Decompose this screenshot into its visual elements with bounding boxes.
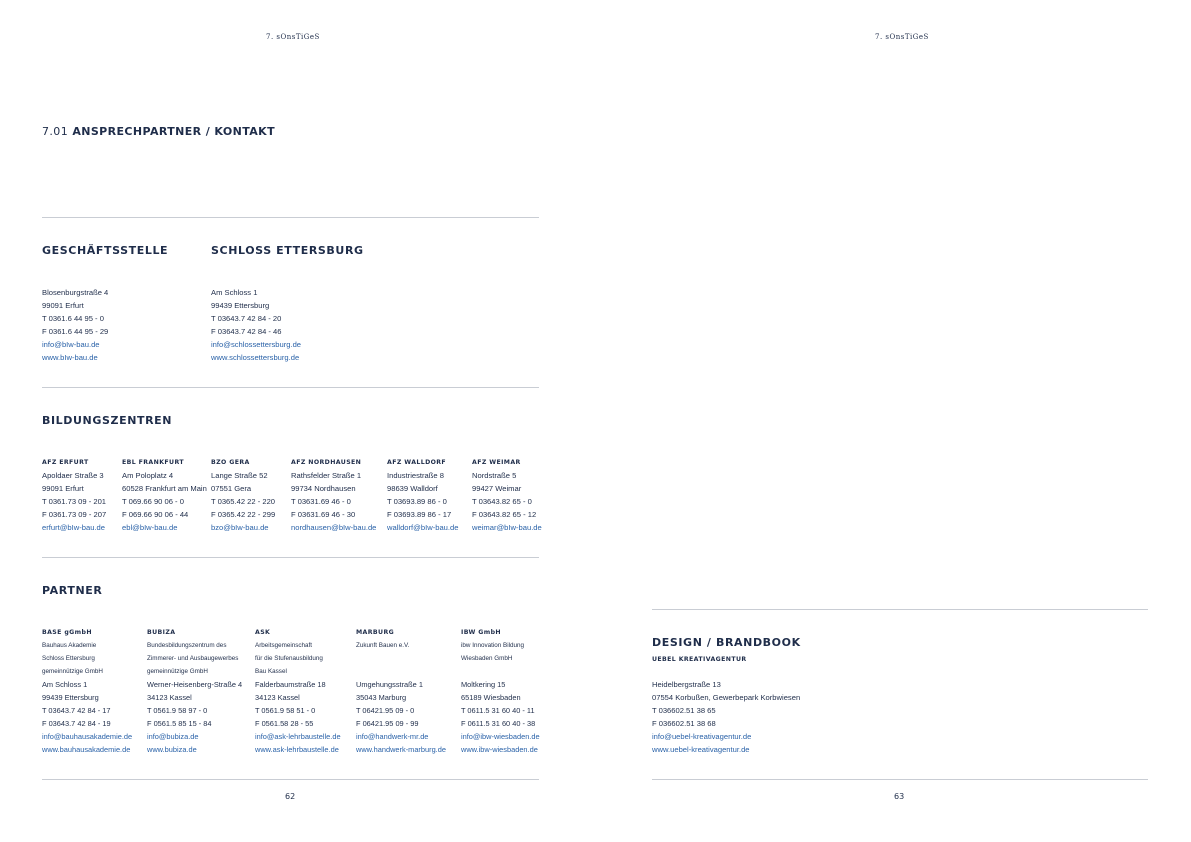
address-line: Am Schloss 1 bbox=[211, 288, 258, 297]
address-line: 99091 Erfurt bbox=[42, 301, 84, 310]
bildungszentren-heading: BILDUNGSZENTREN bbox=[42, 414, 173, 427]
fax: F 03643.7 42 84 - 46 bbox=[211, 327, 282, 336]
address-line: Lange Straße 52 bbox=[211, 471, 268, 480]
page-number-left: 62 bbox=[285, 792, 296, 801]
address-line: 99734 Nordhausen bbox=[291, 484, 356, 493]
web-link[interactable]: www.bauhausakademie.de bbox=[42, 745, 131, 754]
email-link[interactable]: info@handwerk-mr.de bbox=[356, 732, 429, 741]
phone: T 03631.69 46 - 0 bbox=[291, 497, 351, 506]
partner-desc: Wiesbaden GmbH bbox=[461, 655, 513, 662]
fax: F 0361.73 09 - 207 bbox=[42, 510, 107, 519]
footer-divider bbox=[42, 779, 539, 780]
email-link[interactable]: walldorf@bIw-bau.de bbox=[387, 523, 459, 532]
agency-name: UEBEL KREATIVAGENTUR bbox=[652, 656, 747, 663]
partner-desc: ibw Innovation Bildung bbox=[461, 642, 525, 649]
address-line: Rathsfelder Straße 1 bbox=[291, 471, 362, 480]
partner-desc: gemeinnützige GmbH bbox=[42, 668, 103, 675]
address-line: 34123 Kassel bbox=[147, 693, 192, 702]
center-name: EBL FRANKFURT bbox=[122, 459, 184, 466]
center-afz-erfurt bbox=[42, 456, 106, 534]
address-line: 07551 Gera bbox=[211, 484, 252, 493]
phone: T 0361.6 44 95 - 0 bbox=[42, 314, 104, 323]
partner-base bbox=[42, 626, 132, 756]
web-link[interactable]: www.ibw-wiesbaden.de bbox=[461, 745, 538, 754]
email-link[interactable]: info@ask-lehrbaustelle.de bbox=[255, 732, 341, 741]
web-link[interactable]: www.ask-lehrbaustelle.de bbox=[255, 745, 339, 754]
address-line: Heidelbergstraße 13 bbox=[652, 680, 721, 689]
phone: T 0561.9 58 97 - 0 bbox=[147, 706, 208, 715]
center-ebl-frankfurt bbox=[122, 456, 207, 534]
partner-desc: Bauhaus Akademie bbox=[42, 642, 97, 649]
web-link[interactable]: www.bIw-bau.de bbox=[42, 353, 98, 362]
phone: T 0611.5 31 60 40 - 11 bbox=[461, 706, 535, 715]
partner-desc: Zimmerer- und Ausbaugewerbes bbox=[147, 655, 239, 662]
fax: F 0365.42 22 - 299 bbox=[211, 510, 276, 519]
address-line: Falderbaumstraße 18 bbox=[255, 680, 326, 689]
partner-name: MARBURG bbox=[356, 629, 395, 636]
email-link[interactable]: info@uebel-kreativagentur.de bbox=[652, 732, 752, 741]
fax: F 0361.6 44 95 - 29 bbox=[42, 327, 109, 336]
page-number-right: 63 bbox=[894, 792, 905, 801]
email-link[interactable]: info@ibw-wiesbaden.de bbox=[461, 732, 540, 741]
schloss-address bbox=[211, 286, 301, 364]
address-line: Werner-Heisenberg-Straße 4 bbox=[147, 680, 243, 689]
fax: F 03693.89 86 - 17 bbox=[387, 510, 452, 519]
phone: T 0561.9 58 51 - 0 bbox=[255, 706, 316, 715]
section-number: 7.01 bbox=[42, 125, 69, 138]
center-name: BZO GERA bbox=[211, 459, 250, 466]
phone: T 03643.82 65 - 0 bbox=[472, 497, 532, 506]
running-head-right: 7. sOnsTiGeS bbox=[875, 33, 929, 41]
partner-desc: gemeinnützige GmbH bbox=[147, 668, 208, 675]
web-link[interactable]: www.schlossettersburg.de bbox=[211, 353, 300, 362]
email-link[interactable]: info@bauhausakademie.de bbox=[42, 732, 133, 741]
fax: F 06421.95 09 - 99 bbox=[356, 719, 419, 728]
address-line: 99439 Ettersburg bbox=[42, 693, 99, 702]
fax: F 0561.5 85 15 - 84 bbox=[147, 719, 212, 728]
address-line: 60528 Frankfurt am Main bbox=[122, 484, 207, 493]
phone: T 06421.95 09 - 0 bbox=[356, 706, 415, 715]
web-link[interactable]: www.handwerk-marburg.de bbox=[356, 745, 446, 754]
partner-desc bbox=[461, 665, 540, 678]
address-line: 34123 Kassel bbox=[255, 693, 300, 702]
address-line: 98639 Walldorf bbox=[387, 484, 438, 493]
partner-desc bbox=[356, 665, 446, 678]
geschaeftsstelle-address bbox=[42, 286, 108, 364]
email-link[interactable]: nordhausen@bIw-bau.de bbox=[291, 523, 377, 532]
center-name: AFZ WALLDORF bbox=[387, 459, 447, 466]
email-link[interactable]: info@bubiza.de bbox=[147, 732, 199, 741]
center-afz-weimar bbox=[472, 456, 542, 534]
center-name: AFZ WEIMAR bbox=[472, 459, 521, 466]
divider bbox=[652, 609, 1148, 610]
address-line: Moltkering 15 bbox=[461, 680, 506, 689]
address-line: Am Poloplatz 4 bbox=[122, 471, 174, 480]
partner-heading: PARTNER bbox=[42, 584, 103, 597]
partner-name: ASK bbox=[255, 629, 271, 636]
phone: T 03693.89 86 - 0 bbox=[387, 497, 447, 506]
email-link[interactable]: info@bIw-bau.de bbox=[42, 340, 100, 349]
center-afz-nordhausen bbox=[291, 456, 376, 534]
address-line: 99091 Erfurt bbox=[42, 484, 84, 493]
web-link[interactable]: www.uebel-kreativagentur.de bbox=[652, 745, 750, 754]
email-link[interactable]: ebl@bIw-bau.de bbox=[122, 523, 178, 532]
email-link[interactable]: info@schlossettersburg.de bbox=[211, 340, 302, 349]
partner-desc: Zukunft Bauen e.V. bbox=[356, 642, 410, 649]
fax: F 03631.69 46 - 30 bbox=[291, 510, 356, 519]
phone: T 069.66 90 06 - 0 bbox=[122, 497, 184, 506]
email-link[interactable]: weimar@bIw-bau.de bbox=[472, 523, 542, 532]
address-line: Nordstraße 5 bbox=[472, 471, 517, 480]
design-heading: DESIGN / BRANDBOOK bbox=[652, 636, 801, 649]
address-line: 35043 Marburg bbox=[356, 693, 407, 702]
partner-desc: Bau Kassel bbox=[255, 668, 287, 675]
address-line: Industriestraße 8 bbox=[387, 471, 444, 480]
center-name: AFZ NORDHAUSEN bbox=[291, 459, 362, 466]
address-line: 07554 Korbußen, Gewerbepark Korbwiesen bbox=[652, 693, 801, 702]
fax: F 0611.5 31 60 40 - 38 bbox=[461, 719, 536, 728]
divider bbox=[42, 387, 539, 388]
web-link[interactable]: www.bubiza.de bbox=[147, 745, 197, 754]
divider bbox=[42, 557, 539, 558]
partner-desc bbox=[356, 652, 446, 665]
partner-bubiza bbox=[147, 626, 242, 756]
fax: F 03643.7 42 84 - 19 bbox=[42, 719, 111, 728]
fax: F 0561.58 28 - 55 bbox=[255, 719, 314, 728]
phone: T 03643.7 42 84 - 20 bbox=[211, 314, 282, 323]
address-line: Apoldaer Straße 3 bbox=[42, 471, 104, 480]
address-line: Blosenburgstraße 4 bbox=[42, 288, 109, 297]
design-address bbox=[652, 678, 800, 756]
partner-ask bbox=[255, 626, 341, 756]
partner-ibw bbox=[461, 626, 540, 756]
address-line: Umgehungsstraße 1 bbox=[356, 680, 423, 689]
phone: T 036602.51 38 65 bbox=[652, 706, 716, 715]
partner-desc: Schloss Ettersburg bbox=[42, 655, 95, 662]
page-title bbox=[42, 125, 275, 138]
address-line: 99439 Ettersburg bbox=[211, 301, 270, 310]
partner-name: BASE gGmbH bbox=[42, 629, 92, 636]
fax: F 03643.82 65 - 12 bbox=[472, 510, 537, 519]
partner-marburg bbox=[356, 626, 446, 756]
footer-divider bbox=[652, 779, 1148, 780]
fax: F 069.66 90 06 - 44 bbox=[122, 510, 189, 519]
email-link[interactable]: erfurt@bIw-bau.de bbox=[42, 523, 106, 532]
divider bbox=[42, 217, 539, 218]
center-bzo-gera bbox=[211, 456, 275, 534]
phone: T 0361.73 09 - 201 bbox=[42, 497, 107, 506]
phone: T 0365.42 22 - 220 bbox=[211, 497, 276, 506]
address-line: 99427 Weimar bbox=[472, 484, 522, 493]
email-link[interactable]: bzo@bIw-bau.de bbox=[211, 523, 269, 532]
address-line: 65189 Wiesbaden bbox=[461, 693, 521, 702]
partner-name: BUBIZA bbox=[147, 629, 176, 636]
partner-name: IBW GmbH bbox=[461, 629, 501, 636]
partner-desc: Bundesbildungszentrum des bbox=[147, 642, 227, 649]
running-head-left: 7. sOnsTiGeS bbox=[266, 33, 320, 41]
partner-desc: für die Stufenausbildung bbox=[255, 655, 323, 662]
geschaeftsstelle-heading: GESCHÄFTSSTELLE bbox=[42, 244, 169, 257]
phone: T 03643.7 42 84 - 17 bbox=[42, 706, 111, 715]
schloss-heading: SCHLOSS ETTERSBURG bbox=[211, 244, 364, 257]
address-line: Am Schloss 1 bbox=[42, 680, 88, 689]
partner-desc: Arbeitsgemeinschaft bbox=[255, 642, 313, 649]
fax: F 036602.51 38 68 bbox=[652, 719, 716, 728]
section-title: ANSPRECHPARTNER / KONTAKT bbox=[72, 125, 275, 138]
center-afz-walldorf bbox=[387, 456, 458, 534]
center-name: AFZ ERFURT bbox=[42, 459, 89, 466]
